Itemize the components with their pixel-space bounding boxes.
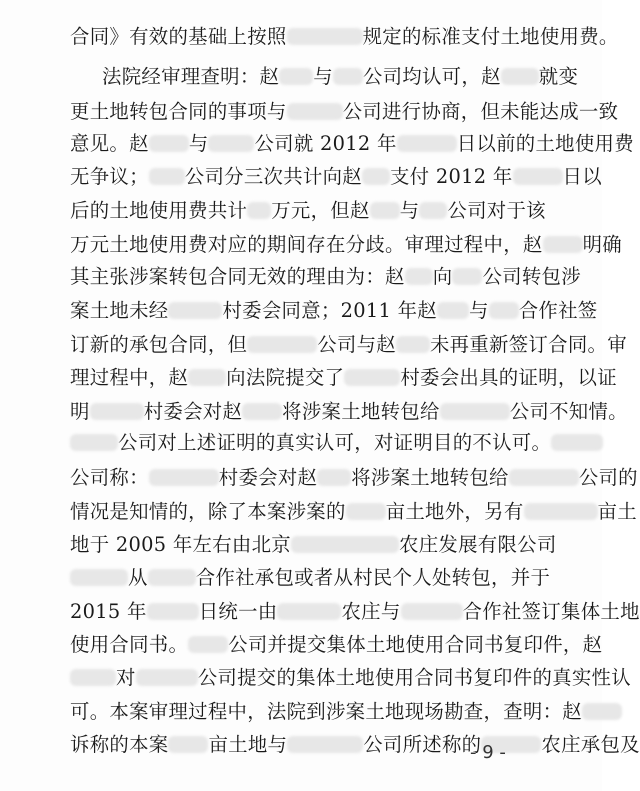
text-segment: 公司提交的集体土地使用合同书复印件的真实性认 (197, 666, 631, 689)
redaction-mark (405, 268, 433, 285)
text-segment: 亩土地与 (208, 733, 288, 756)
redaction-mark (582, 703, 622, 720)
redaction-mark (287, 103, 343, 120)
text-segment: 公司称： (70, 466, 149, 489)
redaction-mark (287, 736, 363, 753)
text-segment: 合同》有效的基础上按照 (70, 25, 287, 48)
text-segment: 2015 年 (70, 600, 147, 623)
text-segment: 公司并提交集体土地使用合同书复印件，赵 (228, 633, 603, 656)
redaction-mark (242, 403, 282, 420)
text-segment: 无争议； (70, 165, 149, 188)
text-segment: 案土地未经 (70, 299, 169, 322)
text-segment: 公司对上述证明的真实认可，对证明目的不认可。 (118, 431, 552, 454)
redaction-mark (317, 469, 351, 486)
text-segment: 后的土地使用费共计 (70, 199, 248, 222)
redaction-mark (247, 336, 317, 353)
text-segment: 规定的标准支付土地使用费。 (362, 25, 619, 48)
redaction-mark (396, 336, 430, 353)
text-segment: 农庄发展有限公司 (399, 533, 557, 556)
text-segment: 意见。赵 (70, 132, 149, 155)
redaction-mark (489, 302, 519, 319)
redaction-mark (509, 469, 579, 486)
redaction-mark (149, 168, 185, 185)
text-segment: 农庄承包及 (541, 733, 640, 756)
redaction-mark (370, 202, 400, 219)
text-segment: 万元，但赵 (271, 199, 370, 222)
text-segment: 亩土 (597, 500, 637, 523)
text-segment: 从 (128, 566, 148, 589)
redaction-mark (397, 135, 457, 152)
text-segment: 将涉案土地转包给 (351, 466, 509, 489)
text-line (70, 166, 602, 188)
text-line (70, 401, 628, 423)
redaction-mark (70, 669, 116, 686)
redaction-mark (344, 369, 400, 386)
text-segment: 使用合同书。 (70, 633, 189, 656)
text-segment: 合作社签 (518, 299, 598, 322)
redaction-mark (291, 536, 399, 553)
text-line (70, 567, 550, 589)
text-line (70, 266, 581, 288)
text-segment: 公司与赵 (317, 333, 396, 356)
text-segment: 其主张涉案转包合同无效的理由为：赵 (70, 265, 405, 288)
text-segment: 与 (188, 132, 209, 155)
redaction-mark (437, 302, 469, 319)
text-segment: 地于 2005 年左右由北京 (70, 533, 291, 556)
text-line (70, 467, 638, 489)
text-line (70, 234, 622, 256)
text-line (70, 534, 557, 556)
redaction-mark (148, 569, 196, 586)
text-segment: 公司分三次共计向赵 (184, 165, 362, 188)
redaction-mark (147, 603, 199, 620)
redaction-mark (168, 302, 222, 319)
text-line (70, 26, 619, 48)
redaction-mark (168, 736, 208, 753)
text-line (70, 367, 617, 389)
text-segment: 农庄与 (341, 600, 401, 623)
text-segment: 公司进行协商，但未能达成一致 (342, 100, 619, 123)
redaction-mark (419, 202, 447, 219)
text-segment: 日以 (562, 165, 602, 188)
redaction-mark (277, 603, 341, 620)
redaction-mark (149, 469, 219, 486)
redaction-mark (188, 369, 226, 386)
text-segment: 将涉案土地转包给 (282, 400, 440, 423)
text-segment: 理过程中，赵 (70, 366, 189, 389)
text-segment: 合作社签订集体土地 (462, 600, 640, 623)
text-segment: 日统一由 (198, 600, 278, 623)
text-line (70, 634, 602, 656)
text-line (70, 101, 618, 123)
text-segment: 公司就 2012 年 (254, 132, 397, 155)
redaction-mark (188, 636, 228, 653)
text-segment: 村委会出具的证明，以证 (400, 366, 617, 389)
text-segment: 向法院提交了 (226, 366, 345, 389)
text-segment: 对 (116, 666, 136, 689)
redaction-mark (524, 503, 598, 520)
text-segment: 订新的承包合同，但 (70, 333, 248, 356)
text-segment: 亩土地外，另有 (385, 500, 524, 523)
text-line (70, 432, 603, 454)
redaction-mark (551, 434, 603, 451)
text-segment: 公司不知情。 (509, 400, 628, 423)
redaction-mark (543, 236, 583, 253)
text-segment: 公司对于该 (447, 199, 546, 222)
redaction-mark (149, 135, 189, 152)
text-segment: 支付 2012 年 (389, 165, 513, 188)
redaction-mark (501, 68, 539, 85)
text-segment: 向 (432, 265, 453, 288)
text-segment: 明确 (582, 233, 622, 256)
text-segment: 法院经审理查明：赵 (102, 65, 280, 88)
text-segment: 村委会对赵 (218, 466, 318, 489)
redaction-mark (452, 268, 482, 285)
redaction-mark (208, 135, 254, 152)
redaction-mark (333, 68, 363, 85)
text-segment: 公司均认可，赵 (362, 65, 501, 88)
text-segment: 公司转包涉 (482, 265, 581, 288)
text-line (70, 501, 637, 523)
text-segment: 日以前的土地使用费 (456, 132, 634, 155)
text-line (70, 734, 640, 756)
redaction-mark (513, 168, 563, 185)
text-segment: 与 (399, 199, 420, 222)
text-segment: 万元土地使用费对应的期间存在分歧。审理过程中，赵 (70, 233, 543, 256)
text-segment: 情况是知情的，除了本案涉案的 (70, 500, 346, 523)
redaction-mark (287, 28, 363, 45)
redaction-mark (440, 403, 510, 420)
redaction-mark (362, 168, 390, 185)
text-segment: 就变 (538, 65, 579, 88)
redaction-mark (136, 669, 198, 686)
text-segment: 可。本案审理过程中，法院到涉案土地现场勘查，查明：赵 (70, 700, 582, 723)
text-segment: 合作社承包或者从村民个人处转包，并于 (195, 566, 551, 589)
text-segment: 未再重新签订合同。审 (429, 333, 627, 356)
text-line (102, 66, 578, 88)
redaction-mark (90, 403, 144, 420)
text-segment: 与 (469, 299, 489, 322)
text-segment: 村委会对赵 (143, 400, 243, 423)
text-segment: 更土地转包合同的事项与 (70, 100, 287, 123)
text-segment: 与 (313, 65, 333, 88)
redaction-mark (346, 503, 386, 520)
text-segment: 明 (70, 400, 90, 423)
text-line (70, 200, 546, 222)
redaction-mark (70, 569, 128, 586)
text-line (70, 601, 640, 623)
text-segment: 诉称的本案 (70, 733, 169, 756)
text-segment: 公司的 (578, 466, 638, 489)
text-line (70, 667, 631, 689)
redaction-mark (247, 202, 271, 219)
text-segment: 公司所述称的 (363, 733, 482, 756)
text-segment: 村委会同意；2011 年赵 (222, 299, 437, 322)
page-number: - 9 - (470, 742, 506, 763)
redaction-mark (401, 603, 463, 620)
text-line (70, 701, 622, 723)
text-line (70, 300, 597, 322)
text-line (70, 133, 634, 155)
redaction-mark (70, 434, 118, 451)
redaction-mark (279, 68, 313, 85)
text-line (70, 334, 627, 356)
